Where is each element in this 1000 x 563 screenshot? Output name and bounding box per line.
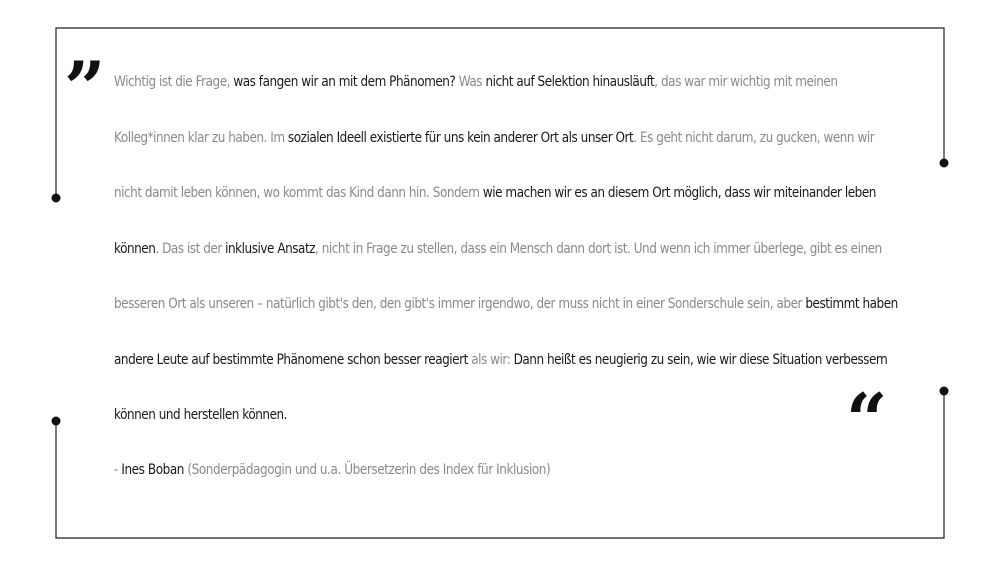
- quote-attribution: [114, 455, 802, 485]
- quote-segment-emphasis: Dann heißt es neugierig zu sein, wie wir diese Situation verbessern können und herstellen können.: [114, 351, 888, 423]
- opening-quote-mark-icon: ”: [64, 45, 106, 130]
- quote-segment-emphasis: inklusive Ansatz: [225, 240, 316, 257]
- quote-segment-emphasis: was fangen wir an mit dem Phänomen?: [233, 74, 456, 90]
- quote-text: [114, 55, 903, 444]
- quote-segment-emphasis: wie machen wir es an diesem Ort möglich, dass wir miteinander leben können: [114, 185, 876, 257]
- frame-dot-right-lower: [940, 387, 949, 396]
- quote-segment: als wir:: [467, 351, 514, 368]
- quote-segment-emphasis: sozialen Ideell existierte für uns kein anderer Ort als unser Ort: [287, 129, 634, 146]
- quote-segment-emphasis: nicht auf Selektion hinausläuft: [485, 74, 655, 90]
- quote-segment: . Das ist der: [155, 240, 226, 257]
- attribution-role: (Sonderpädagogin und u.a. Übersetzerin des Index für Inklusion): [183, 462, 551, 478]
- frame-dot-left-lower: [52, 417, 61, 426]
- quote-segment: , nicht in Frage zu stellen, dass ein Mensch dann dort ist. Und wenn ich immer überlege, gibt es einen besseren Ort als unseren – natürlich gibt's den, den gibt's immer irgendwo, der muss nicht in einer Sonderschule sein, aber: [114, 240, 882, 312]
- frame-dot-left-upper: [52, 194, 61, 203]
- closing-quote-mark-icon: “: [846, 377, 888, 462]
- quote-segment: , das war mir wichtig mit meinen Kolleg*innen klar zu haben. Im: [114, 74, 838, 146]
- quote-segment-emphasis: bestimmt haben andere Leute auf bestimmte Phänomene schon besser reagiert: [114, 296, 898, 368]
- quote-segment: . Es geht nicht darum, zu gucken, wenn wir nicht damit leben können, wo kommt das Kind dann hin. Sondern: [114, 129, 875, 201]
- quote-segment: Was: [455, 74, 486, 90]
- attribution-name: Ines Boban: [121, 462, 184, 478]
- frame-dot-right-upper: [940, 159, 949, 168]
- attribution-prefix: -: [114, 462, 122, 478]
- quote-segment: Wichtig ist die Frage,: [114, 74, 234, 90]
